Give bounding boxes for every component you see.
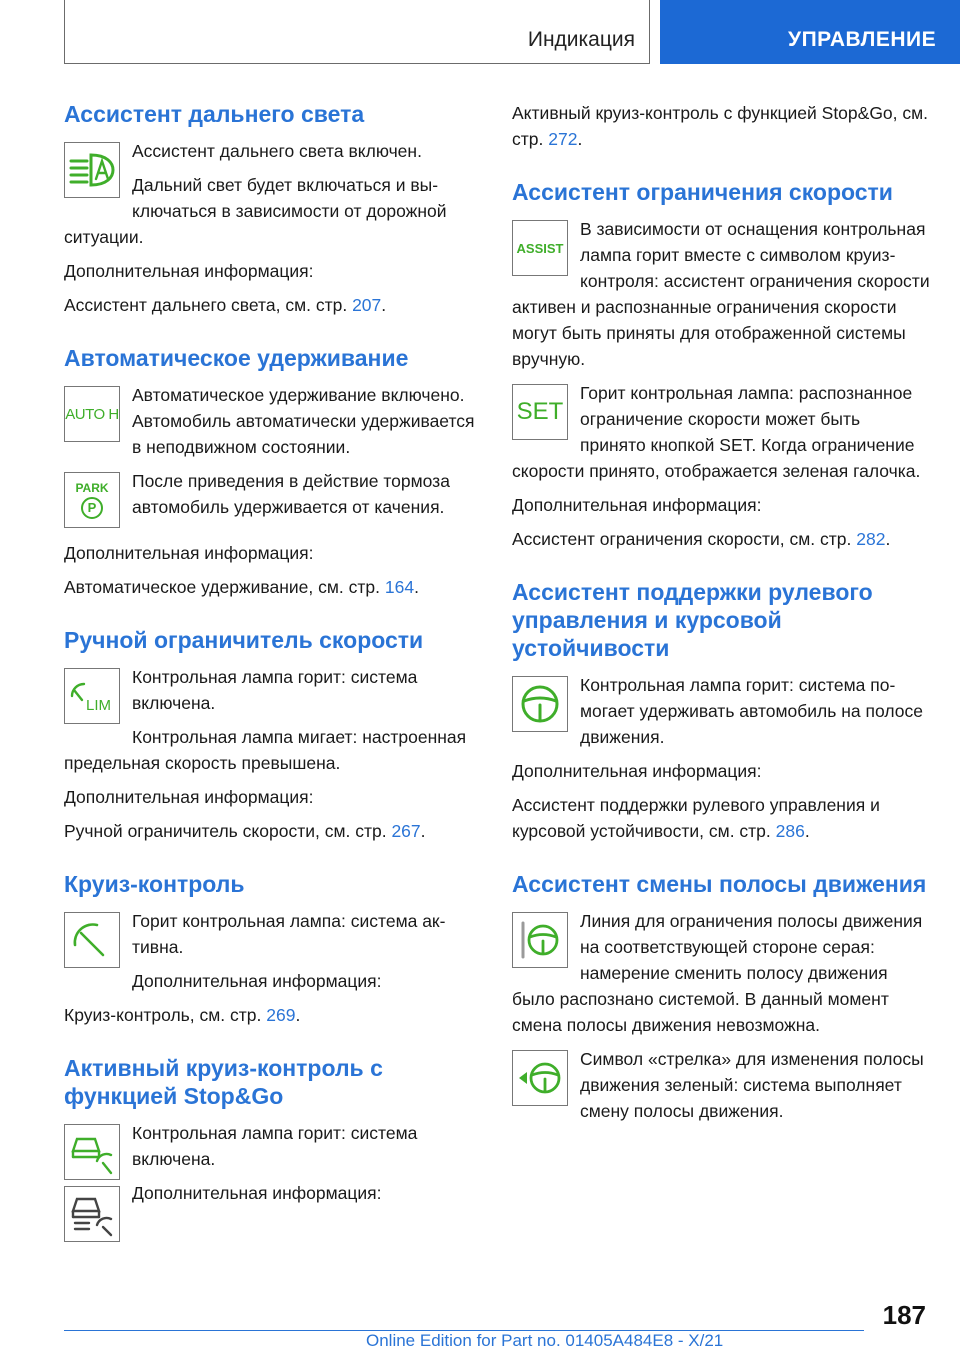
- ref-text: Круиз-контроль, см. стр.: [64, 1005, 267, 1025]
- page-link-282[interactable]: 282: [856, 529, 886, 549]
- limiter-text-1: Контрольная лампа горит: система включена.: [132, 667, 418, 713]
- ref-end: .: [414, 577, 419, 597]
- section-title-high-beam: Ассистент дальнего света: [64, 101, 365, 127]
- ref-text: Ручной ограничитель скорости, см. стр.: [64, 821, 392, 841]
- cruise-more: Дополнительная информация:: [132, 971, 382, 991]
- header-chapter-tab[interactable]: УПРАВЛЕНИЕ: [660, 0, 960, 64]
- set-block: [512, 380, 930, 484]
- cruise-control-icon: [64, 912, 120, 968]
- high-beam-ref: [64, 292, 482, 318]
- lane-change-block-1: [512, 908, 930, 1038]
- speed-assist-icon-label: ASSIST: [516, 240, 564, 256]
- ref-text: Активный круиз-контроль с функцией Stop&Go, см. стр.: [512, 103, 929, 149]
- high-beam-block: [64, 138, 482, 250]
- set-icon: [512, 384, 568, 440]
- auto-hold-more: Дополнительная информация:: [64, 543, 314, 563]
- footer-edition: Online Edition for Part no. 01405A484E8 - X/21: [366, 1331, 724, 1350]
- lane-change-block-2: [512, 1046, 930, 1124]
- header-section-title: Индикация: [527, 28, 635, 51]
- limiter-block: [64, 664, 482, 776]
- speed-assist-block: [512, 216, 930, 372]
- steering-ref: [512, 792, 930, 844]
- speed-assist-icon: [512, 220, 568, 276]
- lane-change-arrow-icon: [512, 1050, 568, 1106]
- left-column: [64, 100, 482, 1250]
- lane-change-text-1: Линия для ограничения полосы движения на соответствующей стороне серая: намерение сменить полосу движения было распознано системой. В данный момент смена полосы движения невозможна.: [512, 911, 923, 1035]
- auto-hold-block: [64, 382, 482, 460]
- section-title-acc: Активный круиз-контроль с функцией Stop&Go: [64, 1055, 383, 1109]
- section-title-speed-assist: Ассистент ограничения скорости: [512, 179, 893, 205]
- steering-block: [512, 672, 930, 750]
- section-title-limiter: Ручной ограничитель скорости: [64, 627, 424, 653]
- steering-text-1: Контрольная лампа горит: система помогает удерживать автомобиль на полосе движения.: [580, 675, 923, 747]
- ref-text: Ассистент ограничения скорости, см. стр.: [512, 529, 857, 549]
- header-section-box: [64, 0, 650, 64]
- speed-assist-text-1: В зависимости от оснащения контрольная лампа горит вместе с символом круиз-контроля: ассистент ограничения скорости активен и распознанные ограничения скорости могут быть приняты для отображенной системы вручную.: [512, 219, 930, 369]
- high-beam-more: Дополнительная информация:: [64, 261, 314, 281]
- limiter-icon-label: LIM: [86, 697, 112, 714]
- cruise-ref: [64, 1002, 482, 1028]
- ref-text: Автоматическое удерживание, см. стр.: [64, 577, 385, 597]
- section-title-steering: Ассистент поддержки рулевого управления и курсовой устойчивости: [512, 579, 873, 661]
- steering-more: Дополнительная информация:: [512, 761, 762, 781]
- page-link-267[interactable]: 267: [391, 821, 421, 841]
- lane-change-text-2: Символ «стрелка» для изменения полосы движения зеленый: система выполняет смену полосы движения.: [580, 1049, 924, 1121]
- park-icon: [64, 472, 120, 528]
- active-cruise-control-icon: [64, 1124, 120, 1180]
- park-circle-p: P: [81, 497, 103, 519]
- ref-end: .: [577, 129, 583, 149]
- auto-hold-icon: [64, 386, 120, 442]
- page-link-207[interactable]: 207: [352, 295, 382, 315]
- ref-text: Ассистент поддержки рулевого управления и курсовой устойчивости, см. стр.: [512, 795, 880, 841]
- page-link-286[interactable]: 286: [775, 821, 805, 841]
- page-link-269[interactable]: 269: [266, 1005, 296, 1025]
- auto-hold-ref: [64, 574, 482, 600]
- steering-assist-icon: [512, 676, 568, 732]
- page-number: 187: [882, 1300, 926, 1330]
- ref-end: .: [295, 1005, 301, 1025]
- auto-hold-icon-label: AUTO H: [65, 405, 119, 423]
- ref-end: .: [381, 295, 387, 315]
- section-title-lane-change: Ассистент смены полосы движения: [512, 871, 927, 897]
- acc-more: Дополнительная информация:: [132, 1183, 382, 1203]
- ref-text: Ассистент дальнего света, см. стр.: [64, 295, 353, 315]
- acc-text-1: Контрольная лампа горит: система включена.: [132, 1123, 418, 1169]
- right-column: [512, 100, 930, 1132]
- cruise-text-1: Горит контрольная лампа: система активна.: [132, 911, 446, 957]
- speed-assist-text-2: Горит контрольная лампа: распознанное ограничение скорости может быть принято кнопкой SET. Когда ограничение скорости принято, отображается зеленая галочка.: [512, 383, 921, 481]
- section-title-cruise: Круиз-контроль: [64, 871, 245, 897]
- ref-end: .: [885, 529, 891, 549]
- speed-assist-more: Дополнительная информация:: [512, 495, 762, 515]
- high-beam-assist-icon: [64, 142, 120, 198]
- cruise-block: [64, 908, 482, 994]
- speed-limiter-icon: [64, 668, 120, 724]
- park-icon-label: PARK: [75, 480, 109, 495]
- ref-end: .: [804, 821, 810, 841]
- auto-hold-text-1: Автоматическое удерживание включено. Автомобиль автоматически удерживается в неподвижном состоянии.: [132, 385, 475, 457]
- page-link-272[interactable]: 272: [548, 129, 578, 149]
- page-link-164[interactable]: 164: [384, 577, 415, 597]
- section-title-auto-hold: Автоматическое удерживание: [64, 345, 409, 371]
- lane-change-line-icon: [512, 912, 568, 968]
- acc-block: [64, 1120, 482, 1242]
- limiter-ref: [64, 818, 482, 844]
- park-block: [64, 468, 482, 532]
- speed-assist-ref: [512, 526, 930, 552]
- high-beam-text-1: Ассистент дальнего света включен.: [132, 141, 422, 161]
- ref-end: .: [420, 821, 426, 841]
- set-icon-label: SET: [516, 398, 564, 425]
- limiter-text-2: Контрольная лампа мигает: настроенная предельная скорость превышена.: [64, 727, 467, 773]
- limiter-more: Дополнительная информация:: [64, 787, 314, 807]
- acc-ref: [512, 100, 930, 152]
- high-beam-text-2: Дальний свет будет включаться и выключаться в зависимости от дорожной ситуации.: [64, 175, 447, 247]
- active-cruise-control-distance-icon: [64, 1186, 120, 1242]
- acc-icons: [64, 1120, 120, 1242]
- auto-hold-text-2: После приведения в действие тормоза автомобиль удерживается от качения.: [132, 471, 450, 517]
